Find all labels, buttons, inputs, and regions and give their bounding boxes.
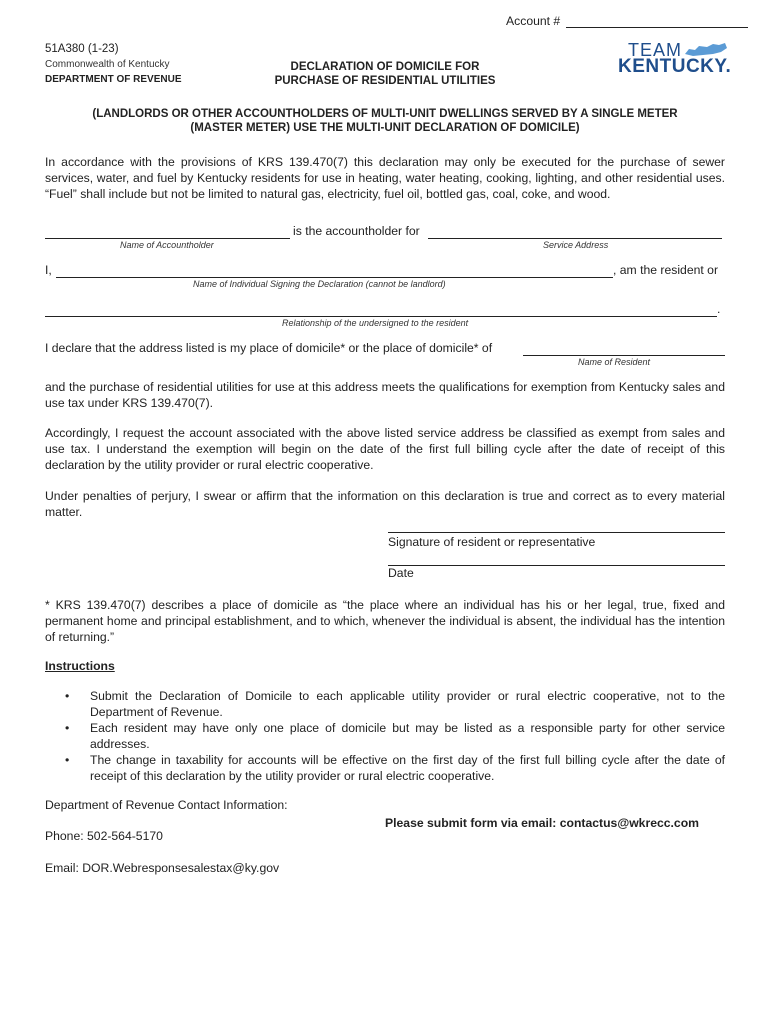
relationship-field[interactable] (45, 302, 717, 317)
list-item: • Each resident may have only one place of domicile but may be listed as a responsible party for other service addresses. (65, 721, 725, 751)
form-number: 51A380 (1-23) (45, 43, 119, 55)
list-item: • Submit the Declaration of Domicile to each applicable utility provider or rural electric cooperative, not to the Department of Revenue. (65, 689, 725, 719)
account-number-field[interactable] (566, 14, 748, 28)
service-address-label: Service Address (543, 240, 609, 250)
team-kentucky-logo: TEAM KENTUCKY. (618, 40, 732, 77)
resident-suffix: , am the resident or (613, 263, 718, 277)
instructions-list (45, 689, 725, 785)
account-label: Account # (506, 14, 561, 28)
contact-heading: Department of Revenue Contact Information: (45, 798, 288, 812)
intro-paragraph: In accordance with the provisions of KRS 139.470(7) this declaration may only be executed for the purchase of sewer services, water, and fuel by Kentucky residents for use in heating, water heating, cooking, lighting, and other residential uses. “Fuel” shall include but not be limited to natural gas, electricity, fuel oil, bottled gas, coal, coke, and wood. (45, 155, 725, 201)
department-label: DEPARTMENT OF REVENUE (45, 74, 182, 85)
date-field[interactable] (388, 551, 725, 566)
contact-phone: Phone: 502-564-5170 (45, 829, 163, 843)
i-prefix: I, (45, 263, 52, 277)
multi-unit-notice: (LANDLORDS OR OTHER ACCOUNTHOLDERS OF MULTI-UNIT DWELLINGS SERVED BY A SINGLE METER (MASTER METER) USE THE MULTI-UNIT DECLARATION OF DOMICILE) (92, 108, 678, 134)
resident-name-label: Name of Resident (578, 357, 651, 367)
page-title: DECLARATION OF DOMICILE FOR PURCHASE OF RESIDENTIAL UTILITIES (274, 61, 496, 87)
instructions-heading: Instructions (45, 659, 115, 673)
resident-name-field[interactable] (523, 341, 725, 356)
signature-label: Signature of resident or representative (388, 535, 596, 549)
exemption-paragraph: and the purchase of residential utilities for use at this address meets the qualifications for exemption from Kentucky sales and use tax under KRS 139.470(7). (45, 380, 725, 410)
individual-name-field[interactable] (56, 263, 613, 278)
accountholder-name-field[interactable] (45, 224, 290, 239)
signature-field[interactable] (388, 518, 725, 533)
date-label: Date (388, 566, 414, 580)
contact-email: Email: DOR.Webresponsesalestax@ky.gov (45, 861, 280, 875)
service-address-field[interactable] (428, 224, 722, 239)
accountholder-mid-text: is the accountholder for (293, 224, 420, 238)
relationship-label: Relationship of the undersigned to the resident (282, 318, 469, 328)
perjury-paragraph: Under penalties of perjury, I swear or affirm that the information on this declaration is true and correct as to every material matter. (45, 489, 725, 519)
individual-label: Name of Individual Signing the Declaration (cannot be landlord) (193, 279, 446, 289)
list-item: • The change in taxability for accounts will be effective on the first day of the first full billing cycle after the date of receipt of this declaration by the utility provider or rural electric cooperative. (65, 753, 725, 783)
accordingly-paragraph: Accordingly, I request the account associated with the above listed service address be classified as exempt from sales and use tax. I understand the exemption will begin on the date of the first full billing cycle after the date of receipt of this declaration by the utility provider or rural electric cooperative. (45, 426, 725, 472)
accountholder-label: Name of Accountholder (120, 240, 214, 250)
submit-email-note: Please submit form via email: contactus@wkrecc.com (385, 816, 699, 830)
declare-text: I declare that the address listed is my place of domicile* or the place of domicile* of (45, 341, 493, 355)
commonwealth-label: Commonwealth of Kentucky (45, 59, 170, 70)
domicile-footnote: * KRS 139.470(7) describes a place of domicile as “the place where an individual has his or her legal, true, fixed and permanent home and principal establishment, and to which, whenever the individual is absent, the individual has the intention of returning.” (45, 598, 725, 644)
